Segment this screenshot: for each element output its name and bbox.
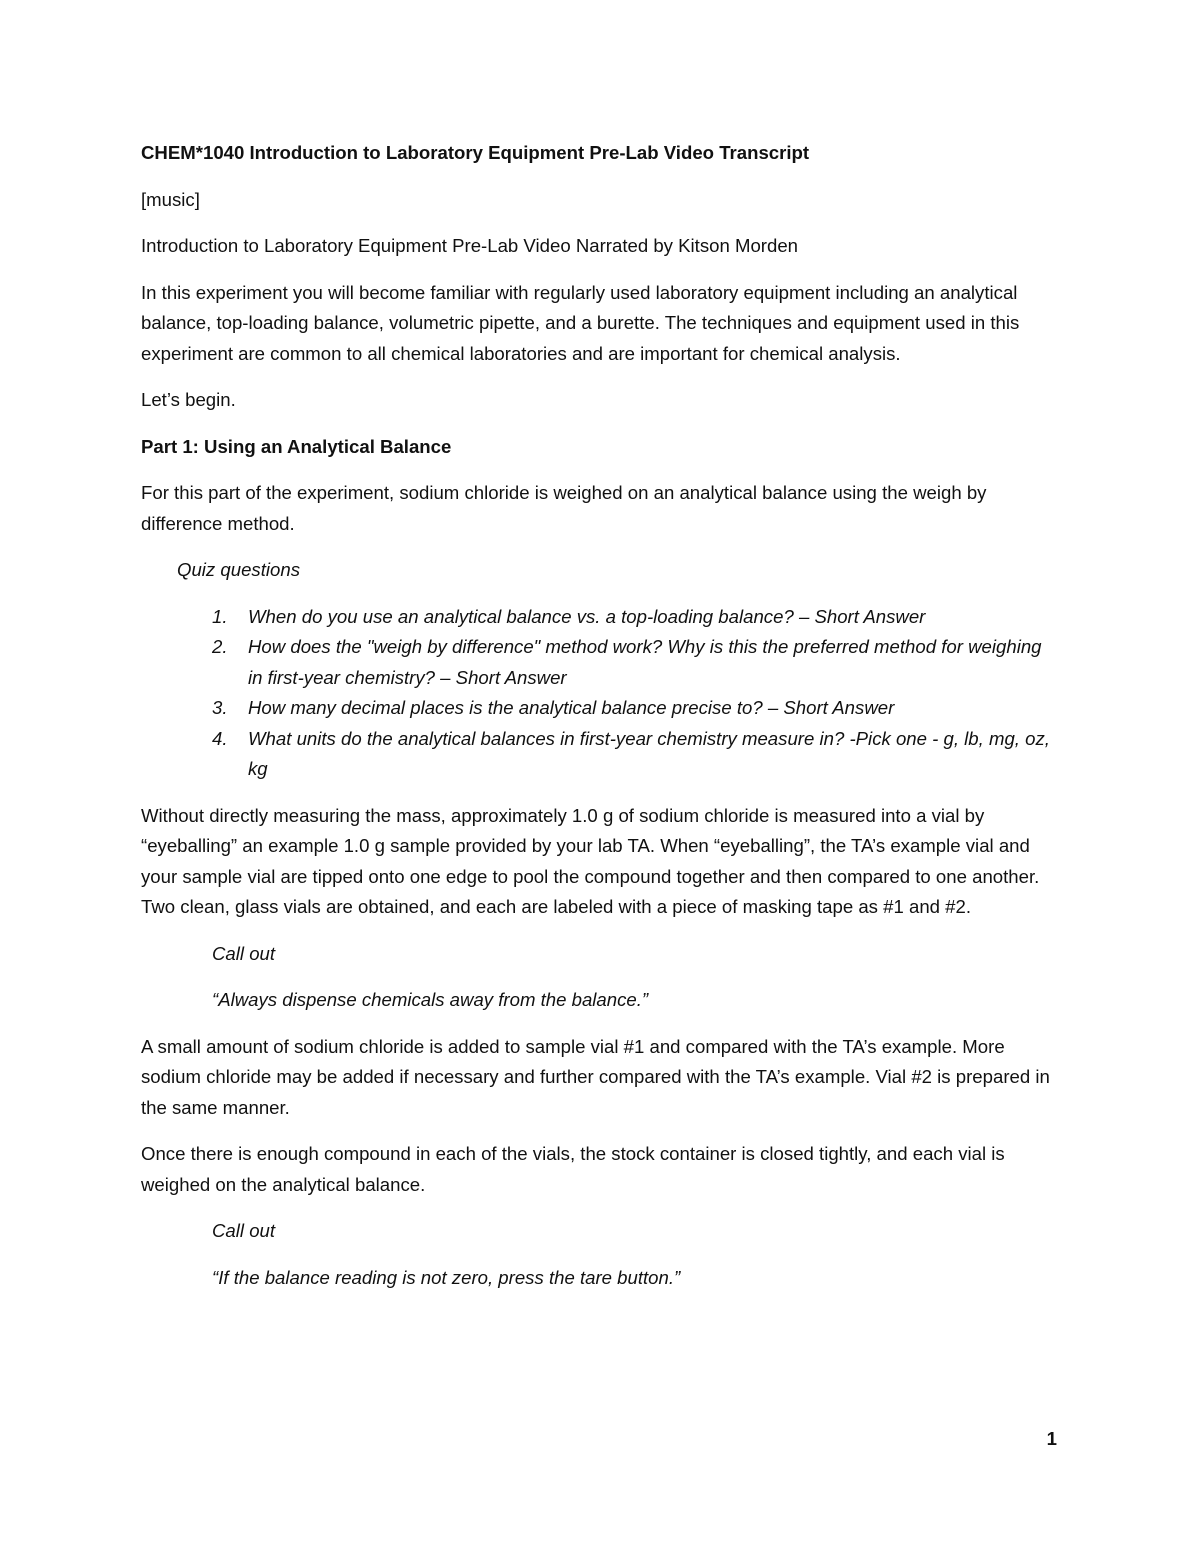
quiz-text: When do you use an analytical balance vs. a top-loading balance? – Short Answer <box>248 605 926 627</box>
quiz-list <box>141 602 1061 785</box>
quiz-number: 4. <box>212 727 228 749</box>
quiz-text: How does the "weigh by difference" method work? Why is this the preferred method for weighing in first-year chemistry? – Short Answer <box>248 636 1042 688</box>
part1-heading: Part 1: Using an Analytical Balance <box>141 435 452 457</box>
part1-paragraph-4: Once there is enough compound in each of the vials, the stock container is closed tightly, and each vial is weighed on the analytical balance. <box>141 1143 1005 1195</box>
callout-1-label: Call out <box>212 942 276 964</box>
quiz-number: 2. <box>212 636 228 657</box>
part1-paragraph-3: A small amount of sodium chloride is added to sample vial #1 and compared with the TA’s example. More sodium chloride may be added if necessary and further compared with the TA’s example. Vial #2 is prepared in the same manner. <box>141 1035 1050 1118</box>
quiz-item <box>141 602 1061 633</box>
callout-2-text: “If the balance reading is not zero, press the tare button.” <box>212 1266 681 1288</box>
quiz-item <box>141 632 1061 693</box>
quiz-text: How many decimal places is the analytical balance precise to? – Short Answer <box>248 697 895 718</box>
quiz-number: 1. <box>212 605 228 627</box>
begin-line: Let’s begin. <box>141 389 236 410</box>
narration-line: Introduction to Laboratory Equipment Pre-Lab Video Narrated by Kitson Morden <box>141 235 799 256</box>
callout-1-text: “Always dispense chemicals away from the balance.” <box>212 989 649 1010</box>
music-cue: [music] <box>141 188 200 210</box>
callout-2-label: Call out <box>212 1220 276 1241</box>
quiz-text: What units do the analytical balances in first-year chemistry measure in? -Pick one - g, lb, mg, oz, kg <box>248 727 1050 779</box>
intro-paragraph: In this experiment you will become familiar with regularly used laboratory equipment including an analytical balance, top-loading balance, volumetric pipette, and a burette. The techniques and equipment used in this experiment are common to all chemical laboratories and are important for chemical analysis. <box>141 281 1020 364</box>
quiz-item <box>141 724 1061 785</box>
quiz-number: 3. <box>212 697 228 718</box>
quiz-label: Quiz questions <box>177 559 300 580</box>
document-page <box>141 138 1061 1309</box>
quiz-item <box>141 693 1061 724</box>
part1-paragraph-2: Without directly measuring the mass, approximately 1.0 g of sodium chloride is measured into a vial by “eyeballing” an example 1.0 g sample provided by your lab TA. When “eyeballing”, the TA’s example vial and your sample vial are tipped onto one edge to pool the compound together and then compared to one another. Two clean, glass vials are obtained, and each are labeled with a piece of masking tape as #1 and #2. <box>141 804 1040 917</box>
document-title: CHEM*1040 Introduction to Laboratory Equipment Pre-Lab Video Transcript <box>141 142 810 163</box>
part1-paragraph-1: For this part of the experiment, sodium chloride is weighed on an analytical balance using the weigh by difference method. <box>141 482 987 534</box>
page-number: 1 <box>1046 1428 1057 1449</box>
